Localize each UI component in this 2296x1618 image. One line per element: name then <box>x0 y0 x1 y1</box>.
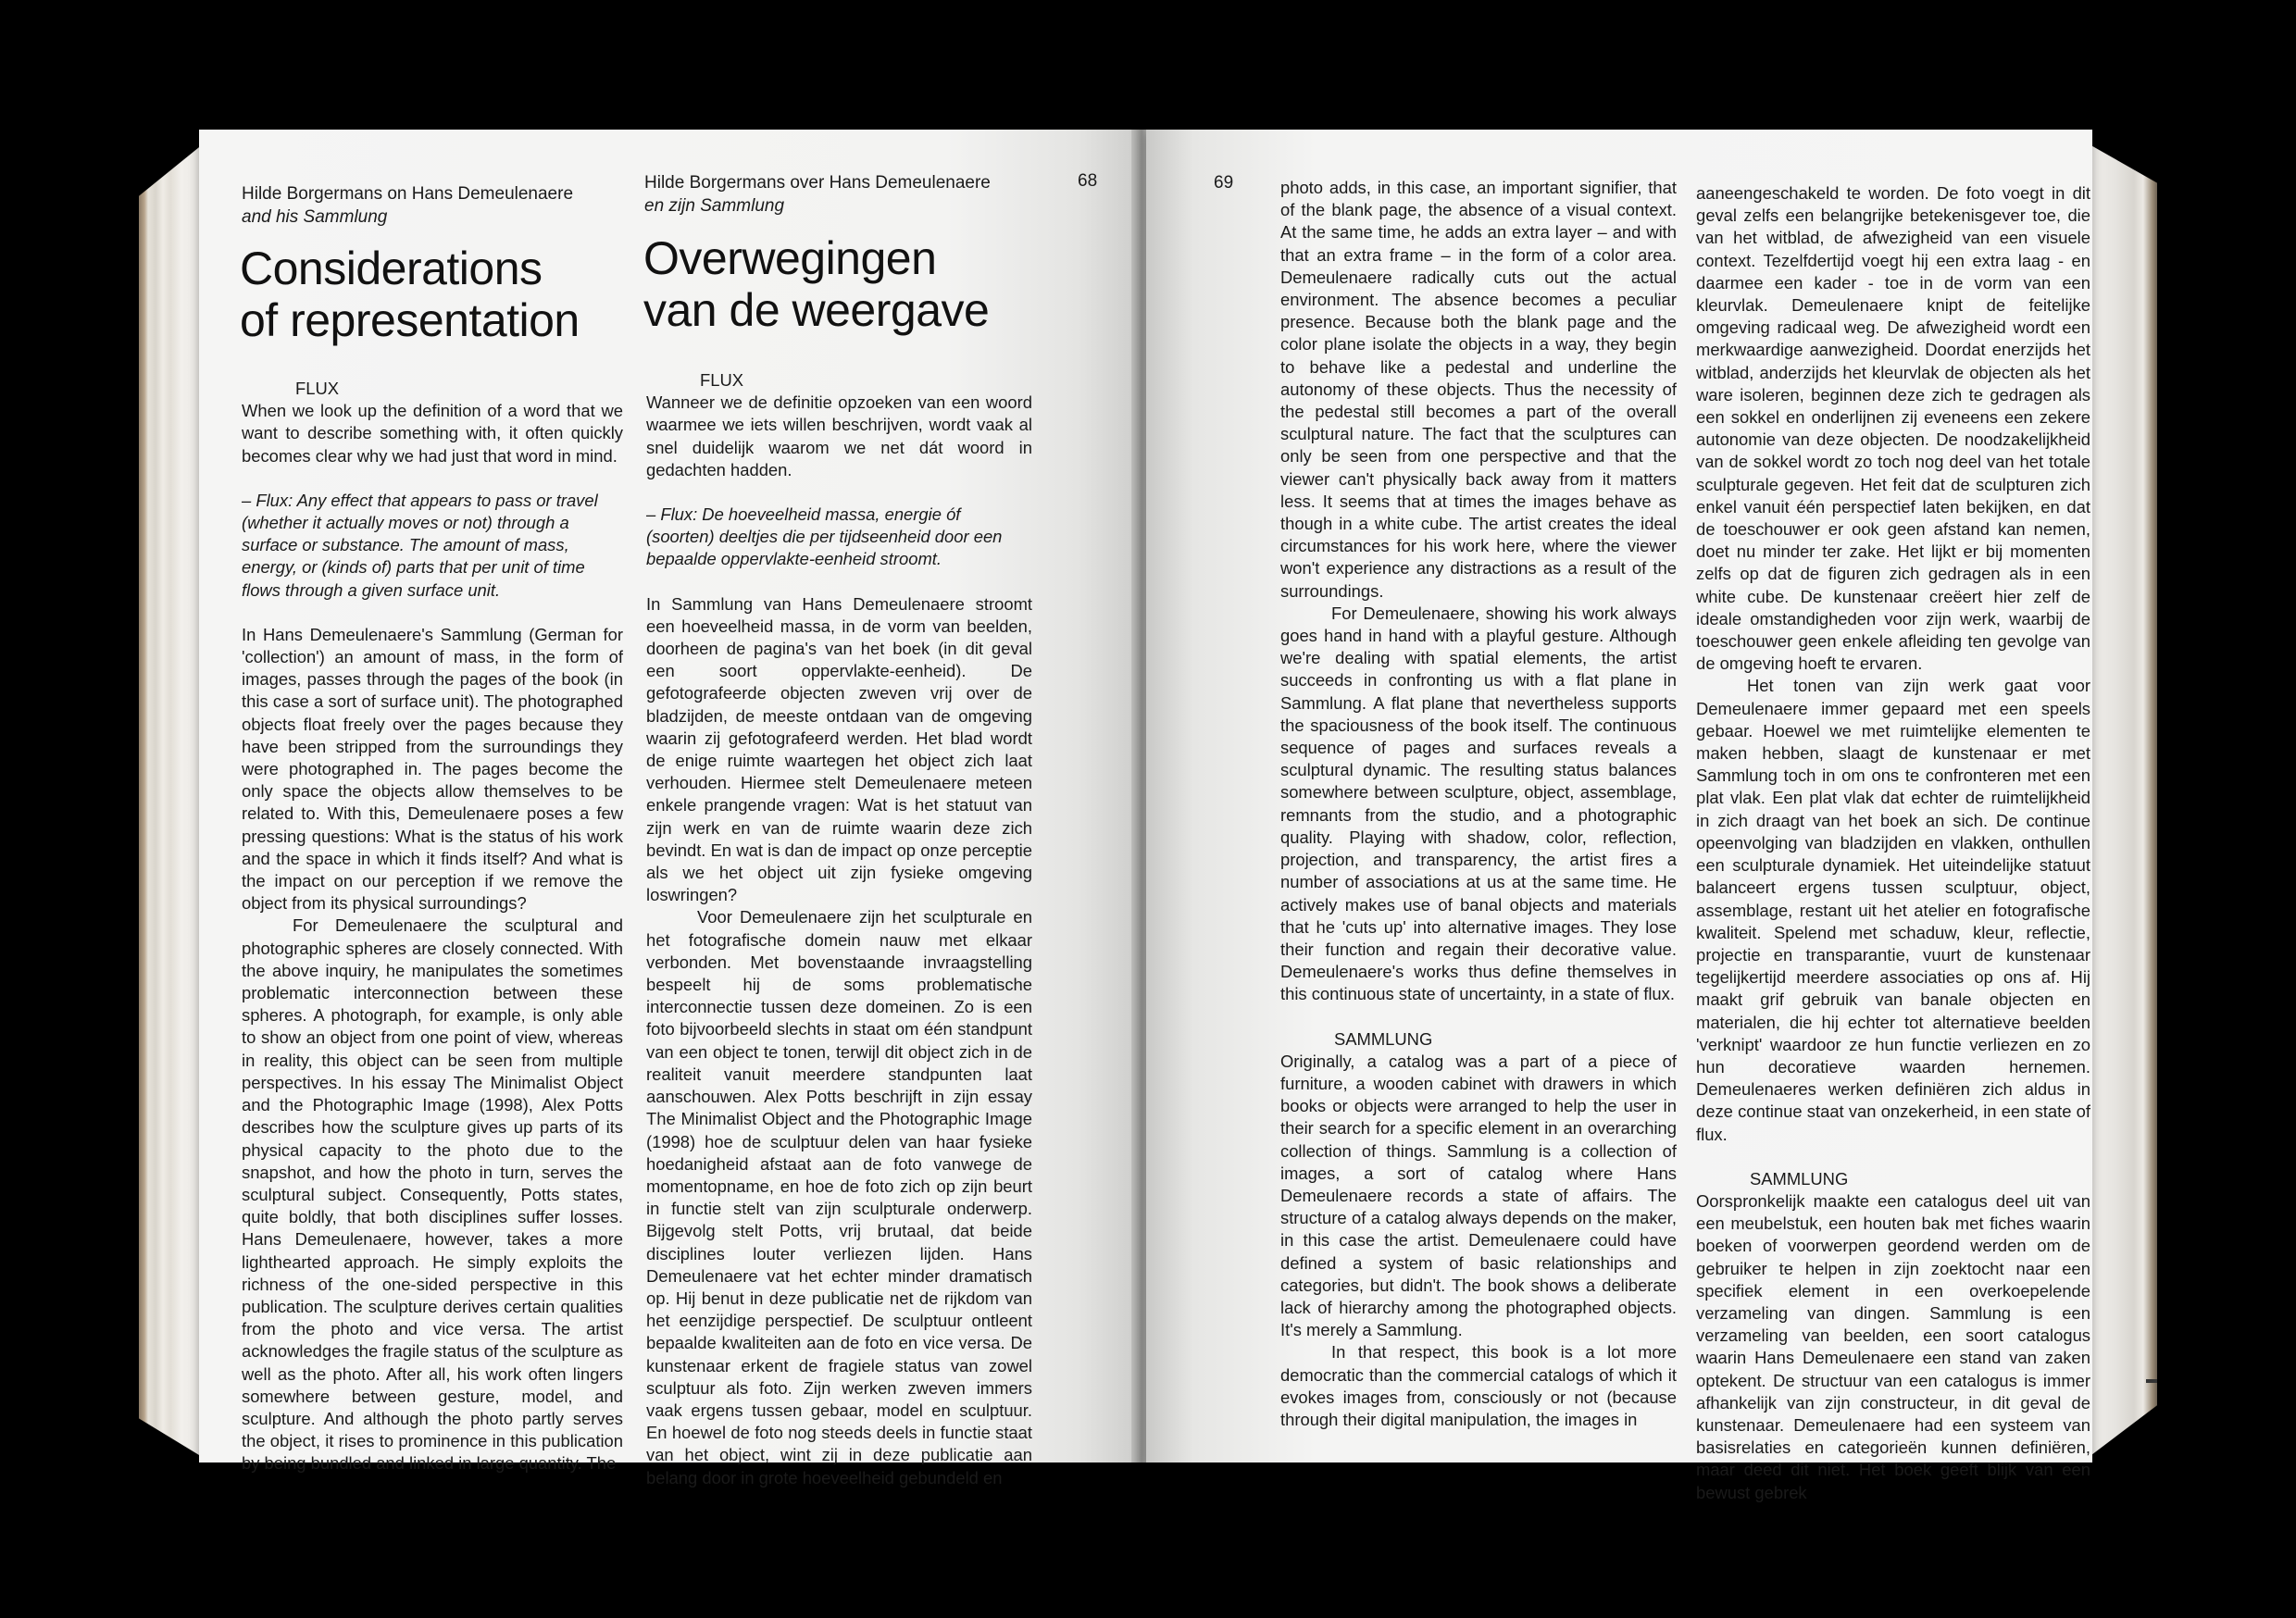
page-number-right: 69 <box>1214 173 1234 193</box>
page-number-left: 68 <box>1078 171 1098 191</box>
paragraph: aaneengeschakeld te worden. De foto voegt in dit geval zelfs een belangrijke betekenisgever toe, die van het witblad, de afwezigheid van een visuele context. Tezelfdertijd voegt hij een extra laag - en daarmee een kader - toe in de vorm van een kleurvlak. Demeulenaere knipt de feitelijke omgeving radicaal weg. De afwezigheid wordt een merkwaardige aanwezigheid. Doordat enerzijds het witblad, anderzijds het kleurvlak de objecten als het ware isoleren, beginnen deze zich te gedragen als een sokkel en onderlijnen zij eveneens een zekere autonomie van deze objecten. De noodzakelijkheid van de sokkel wordt zo toch nog deel van het totale sculpturale gegeven. Het feit dat de sculpturen zich enkel vanuit één perspectief laten bekijken, en dat de toeschouwer er ook geen afstand kan nemen, doet nu minder ter zake. Het lijkt er bij momenten zelfs op dat de figuren zich gedragen als in een white cube. De kunstenaar creëert hier zelf de ideale omstandigheden voor zijn werk, waarbij de toeschouwer geen enkele afleiding ten gevolge van de omgeving hoeft te ervaren. <box>1696 183 2090 674</box>
section-heading: SAMMLUNG <box>1750 1168 1849 1189</box>
paragraph: In that respect, this book is a lot more democratic than the commercial catalogs of which it evokes images from, consciously or not (because through their digital manipulation, the images in <box>1280 1342 1677 1429</box>
title-line: van de weergave <box>643 284 990 336</box>
header-line: Hilde Borgermans over Hans Demeulenaere <box>644 173 991 193</box>
title-line: Overwegingen <box>643 232 937 284</box>
header-line: en zijn Sammlung <box>644 196 785 216</box>
paragraph: For Demeulenaere the sculptural and photographic spheres are closely connected. With the above inquiry, he manipulates the sometimes problematic interconnection between these spheres. A photograph, for example, is only able to show an object from one point of view, whereas in reality, this object can be seen from multiple perspectives. In his essay The Minimalist Object and the Photographic Image (1998), Alex Potts describes how the sculpture gives up parts of its physical capacity to the photo due to the snapshot, and how the photo in turn, serves the sculptural subject. Consequently, Potts states, quite boldly, that both disciplines suffer losses. Hans Demeulenaere, however, takes a more lighthearted approach. He simply exploits the richness of the one-sided perspective in this publication. The sculpture derives certain qualities from the photo and vice versa. The artist acknowledges the fragile status of the sculpture as well as the photo. After all, his work often lingers somewhere between gesture, model, and sculpture. And although the photo partly serves the object, it rises to prominence in this publication by being bundled and linked in large quantity. The <box>242 915 623 1474</box>
column-en-left <box>242 378 623 1475</box>
paragraph: Voor Demeulenaere zijn het sculpturale en het fotografische domein nauw met elkaar verbonden. Met bovenstaande invraagstelling bespeelt hij de soms problematische interconnectie tussen deze domeinen. Zo is een foto bijvoorbeeld slechts in staat om één standpunt van een object te tonen, terwijl dit object zich in de realiteit vanuit meerdere standpunten laat aanschouwen. Alex Potts beschrijft in zijn essay The Minimalist Object and the Photographic Image (1998) hoe de sculptuur delen van haar fysieke hoedanigheid afstaat aan de foto vanwege de momentopname, en hoe de foto zich op zijn beurt in functie stelt van zijn sculpturale onderwerp. Bijgevolg stelt Potts, vrij brutaal, dat beide disciplines louter verliezen lijden. Hans Demeulenaere vat het echter minder dramatisch op. Hij benut in deze publicatie net de rijkdom van het eenzijdige perspectief. De sculptuur ontleent bepaalde kwaliteiten aan de foto en vice versa. De kunstenaar erkent de fragiele status van zowel sculptuur als foto. Zijn werken zweven immers vaak ergens tussen gebaar, model en sculptuur. En hoewel de foto nog steeds deels in functie staat van het object, wint zij in deze publicatie aan belang door in grote hoeveelheid gebundeld en <box>646 907 1032 1487</box>
title-en <box>240 243 629 346</box>
header-line: and his Sammlung <box>242 207 388 227</box>
page-edge-marker <box>2146 1379 2157 1383</box>
paragraph: Oorspronkelijk maakte een catalogus deel uit van een meubelstuk, een houten bak met fiches waarin boeken of voorwerpen geordend werden om de gebruiker te helpen in zijn zoektocht naar een specifiek element in een overkoepelende verzameling van dingen. Sammlung is een verzameling van beelden, een soort catalogus waarin Hans Demeulenaere een stand van zaken optekent. De structuur van een catalogus is immer afhankelijk van zijn constructeur, in dit geval de kunstenaar. Demeulenaere had een systeem van basisrelaties en categorieën kunnen definiëren, maar deed dit niet. Het boek geeft blijk van een bewust gebrek <box>1696 1190 2090 1502</box>
section-heading: SAMMLUNG <box>1334 1028 1433 1049</box>
header-line: Hilde Borgermans on Hans Demeulenaere <box>242 184 574 204</box>
paragraph: Originally, a catalog was a part of a piece of furniture, a wooden cabinet with drawers in which books or objects were arranged to help the user in their search for a specific element in an overarching collection of things. Sammlung is a collection of images, a sort of catalog where Hans Demeulenaere records a state of affairs. The structure of a catalog always depends on the maker, in this case the artist. Demeulenaere could have defined a system of basic relationships and categories, but didn't. The book shows a deliberate lack of hierarchy among the photographed objects. It's merely a Sammlung. <box>1280 1051 1677 1340</box>
column-nl-right <box>1696 182 2090 1504</box>
section-heading: FLUX <box>700 370 744 390</box>
section-heading: FLUX <box>295 379 340 398</box>
title-nl <box>643 232 1051 336</box>
paragraph: When we look up the definition of a word that we want to describe something with, it often quickly becomes clear why we had just that word in mind. <box>242 401 623 466</box>
title-line: Considerations <box>240 243 543 294</box>
running-header-nl <box>644 171 1042 218</box>
paragraph: Wanneer we de definitie opzoeken van een woord waarmee we iets willen beschrijven, wordt vaak al snel duidelijk waarom we net dát woord in gedachten hadden. <box>646 392 1032 479</box>
column-en-right <box>1280 177 1677 1431</box>
paragraph: For Demeulenaere, showing his work always goes hand in hand with a playful gesture. Although we're dealing with spatial elements, the artist succeeds in confronting us with a flat plane in Sammlung. A flat plane that nevertheless supports the spaciousness of the book itself. The continuous sequence of pages and surfaces reveals a sculptural dynamic. The resulting status balances somewhere between sculpture, object, assemblage, remnants from the studio, and a photographic quality. Playing with shadow, color, reflection, projection, and transparency, the artist fires a number of associations at us at the same time. He actively makes use of banal objects and materials that he 'cuts up' into alternative images. They lose their function and regain their decorative value. Demeulenaere's works thus define themselves in this continuous state of uncertainty, in a state of flux. <box>1280 603 1677 1004</box>
running-header-en <box>242 182 612 229</box>
paragraph: In Hans Demeulenaere's Sammlung (German for 'collection') an amount of mass, in the form of images, passes through the pages of the book (in this case a sort of surface unit). The photographed objects float freely over the pages because they have been stripped from the surroundings they were photographed in. The pages become the only space the objects allow themselves to be related to. With this, Demeulenaere poses a few pressing questions: What is the status of his work and the space in which it finds itself? And what is the impact on our perception if we remove the object from its physical surroundings? <box>242 624 623 914</box>
column-nl-left <box>646 369 1032 1489</box>
title-line: of representation <box>240 294 580 346</box>
definition-quote: – Flux: Any effect that appears to pass or travel (whether it actually moves or not) through a surface or substance. The amount of mass, energy, or (kinds of) parts that per unit of time flows through a given surface unit. <box>242 490 598 600</box>
paragraph: photo adds, in this case, an important signifier, that of the blank page, the absence of a visual context. At the same time, he adds an extra layer – and with that an extra frame – in the form of a color area. Demeulenaere radically cuts out the actual environment. The absence becomes a peculiar presence. Because both the blank page and the color plane isolate the objects in a way, they begin to behave like a pedestal and underline the autonomy of these objects. Thus the necessity of the pedestal still becomes a part of the overall sculptural nature. The fact that the sculptures can only be seen from one perspective and that the viewer can't physically back away from it matters less. It seems that at times the images behave as though in a white cube. The artist creates the ideal circumstances for his work here, where the viewer won't experience any distractions as a result of the surroundings. <box>1280 178 1677 601</box>
page-edges-left <box>139 143 204 1458</box>
paragraph: In Sammlung van Hans Demeulenaere stroomt een hoeveelheid massa, in de vorm van beelden, doorheen de pagina's van het boek (in dit geval een soort oppervlakte-eenheid). De gefotografeerde objecten zweven vrij over de bladzijden, de meeste ontdaan van de omgeving waarin zij gefotografeerd werden. Het blad wordt de enige ruimte waartegen het object zich laat verhouden. Hiermee stelt Demeulenaere meteen enkele prangende vragen: Wat is het statuut van zijn werk en van de ruimte waarin deze zich bevindt. En wat is dan de impact op onze perceptie als we het object uit zijn fysieke omgeving loswringen? <box>646 593 1032 905</box>
definition-quote: – Flux: De hoeveelheid massa, energie óf (soorten) deeltjes die per tijdseenheid door een bepaalde oppervlakte-eenheid stroomt. <box>646 504 1003 569</box>
paragraph: Het tonen van zijn werk gaat voor Demeulenaere immer gepaard met een speels gebaar. Hoewel we met ruimtelijke elementen te maken hebben, slaagt de kunstenaar er met Sammlung toch in om ons te confronteren met een plat vlak. Een plat vlak dat echter de ruimtelijkheid in zich draagt van het boek an sich. De continue opeenvolging van bladzijden en vlakken, onthullen een sculpturale dynamiek. Het uiteindelijke statuut balanceert ergens tussen sculptuur, object, assemblage, restant uit het atelier en fotografische kwaliteit. Spelend met schaduw, kleur, reflectie, projectie en transparantie, vuurt de kunstenaar tegelijkertijd meerdere associaties op ons af. Hij maakt grif gebruik van banale objecten en materialen, die hij echter tot alternatieve beelden 'verknipt' waardoor ze hun functie verliezen en zo hun decoratieve waarden hernemen. Demeulenaeres werken definiëren zich aldus in deze continue staat van onzekerheid, in een state of flux. <box>1696 676 2090 1144</box>
page-edges-right <box>2088 143 2157 1458</box>
